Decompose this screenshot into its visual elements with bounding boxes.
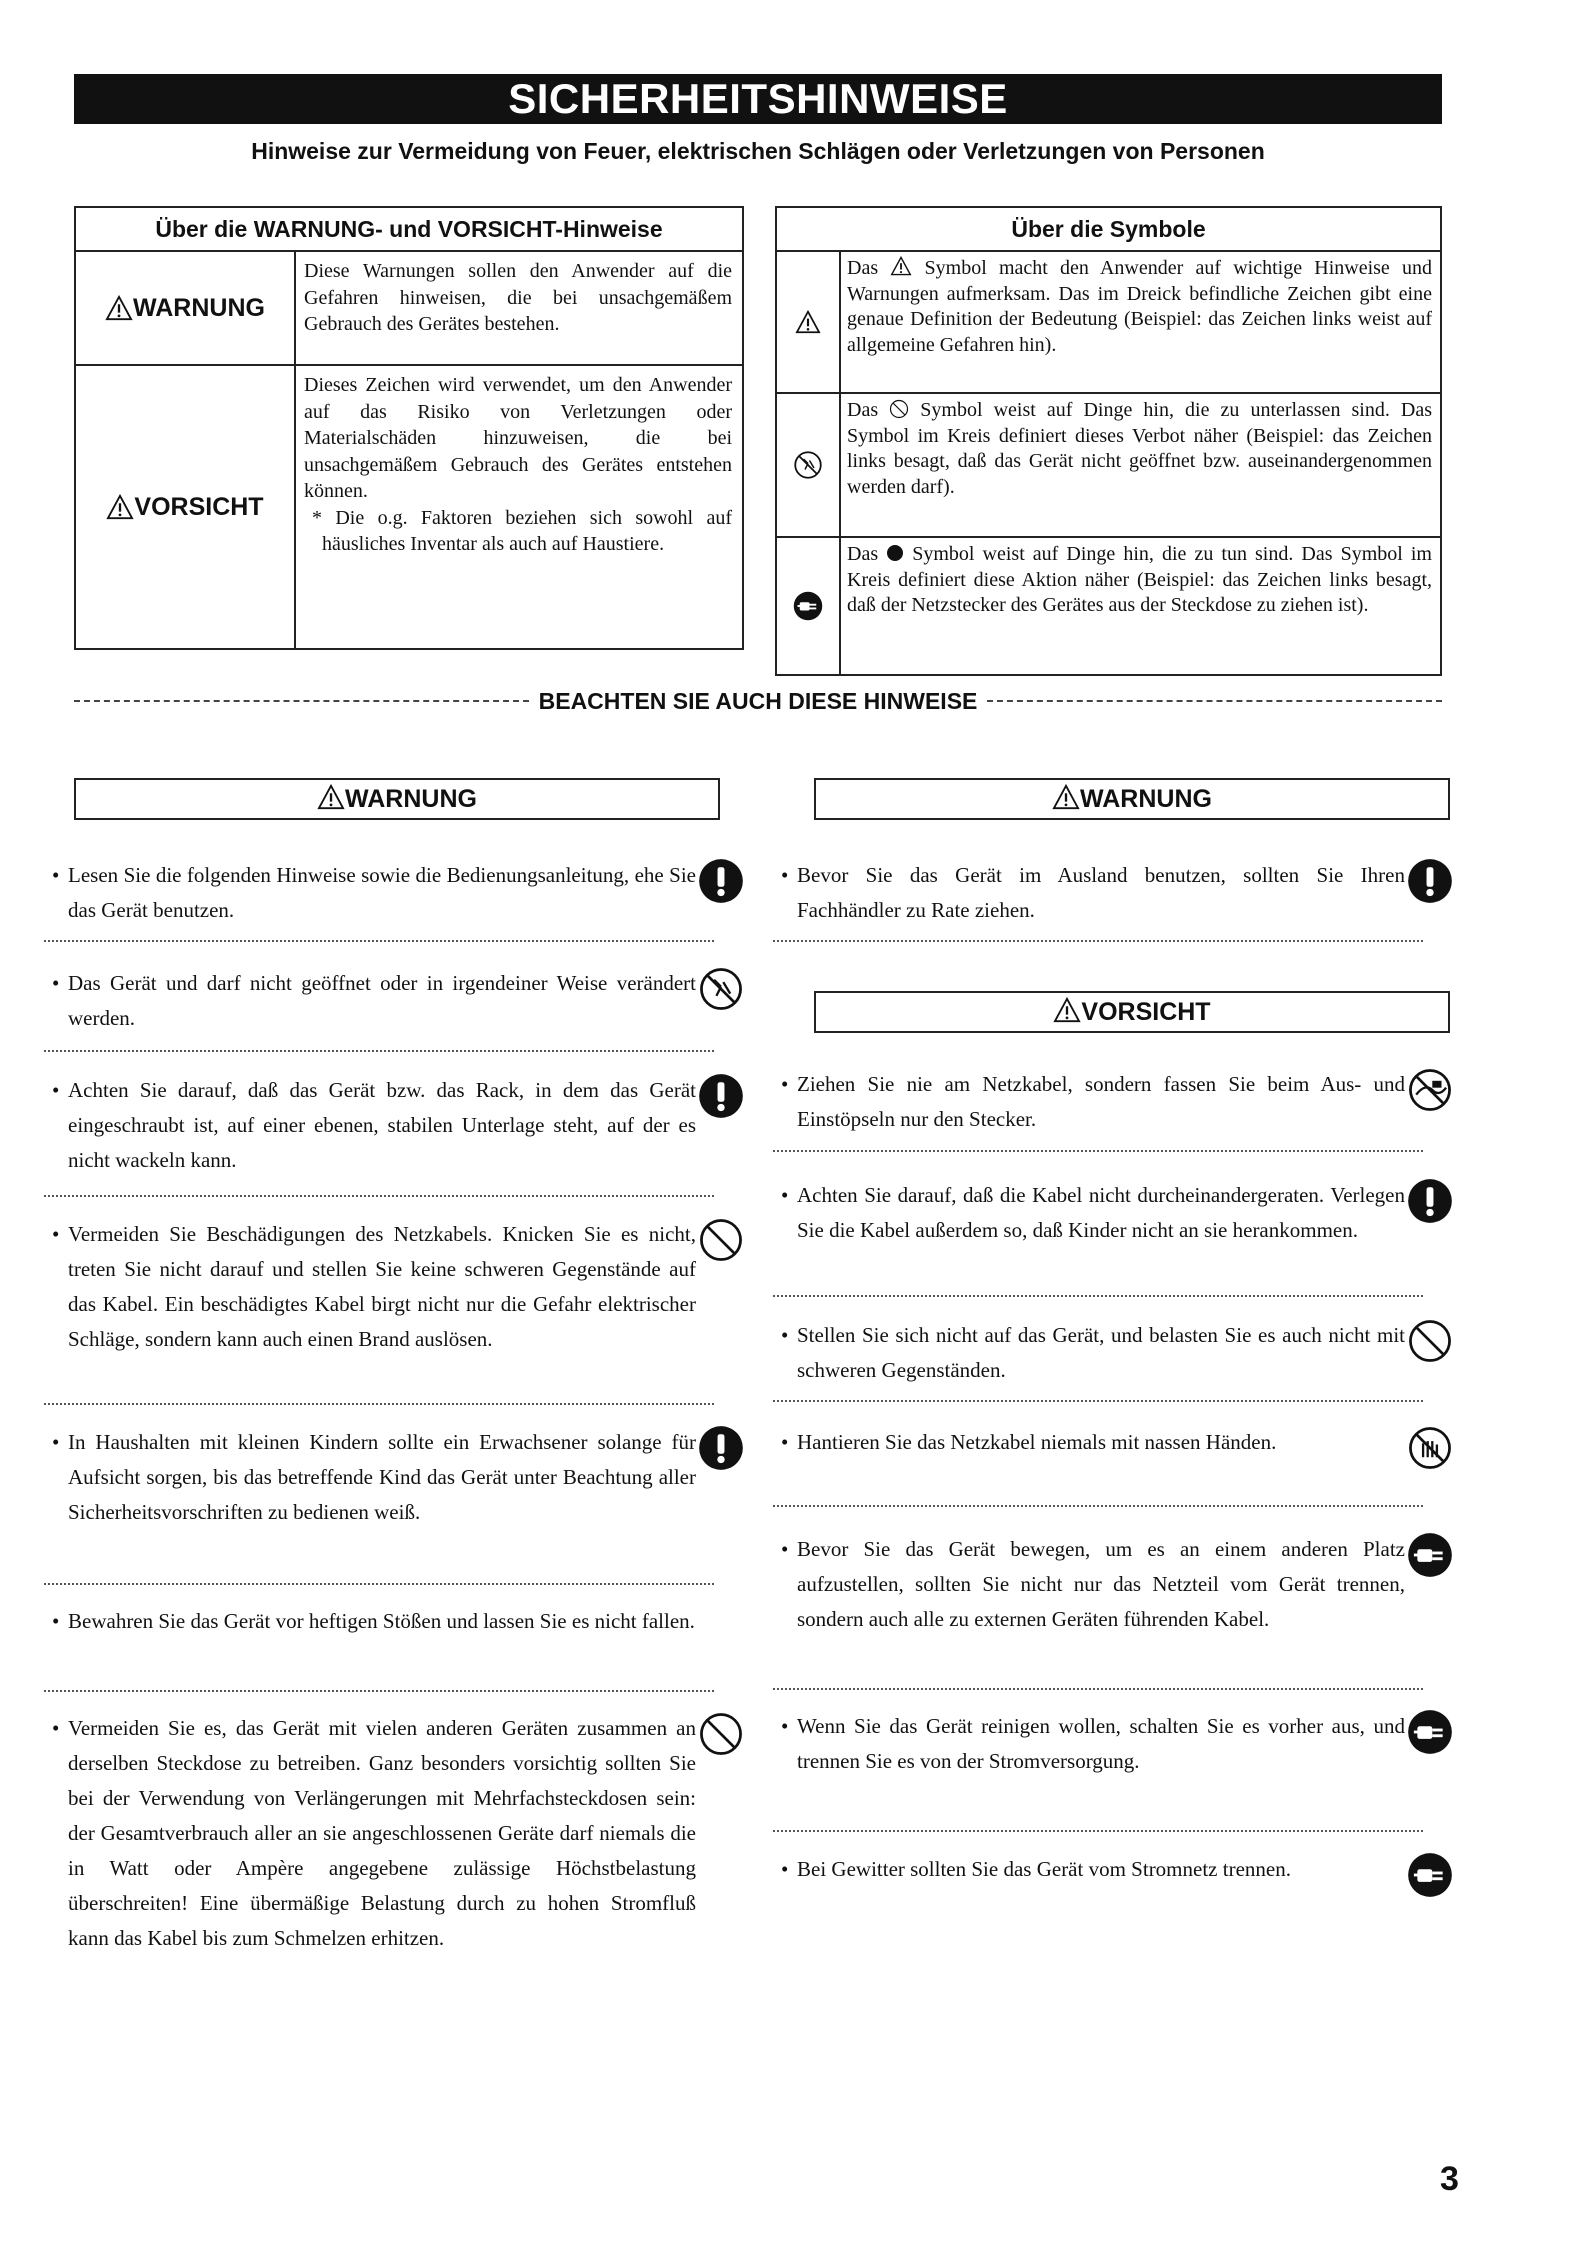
symbol-text-prefix: Das	[847, 399, 879, 421]
symbol-cell	[777, 252, 841, 392]
caution-info-row	[76, 366, 742, 648]
caution-info-text	[304, 372, 732, 558]
unplug-icon	[1407, 1852, 1453, 1898]
left-warning-header-text: WARNUNG	[345, 785, 477, 813]
warning-caution-info-header: Über die WARNUNG- und VORSICHT-Hinweise	[76, 208, 742, 252]
warning-triangle-icon	[890, 256, 912, 276]
safety-item-text: • Bewahren Sie das Gerät vor heftigen Stößen und lassen Sie es nicht fallen.	[44, 1604, 744, 1639]
unplug-icon	[1407, 1532, 1453, 1578]
symbol-text-body: Symbol weist auf Dinge hin, die zu unterlassen sind. Das Symbol im Kreis definiert dieses Verbot näher (Beispiel: das Zeichen links besagt, daß das Gerät nicht geöffnet bzw. auseinandergenommen werden darf).	[847, 399, 1433, 498]
no-disassembly-icon	[698, 966, 744, 1012]
safety-item	[773, 1532, 1453, 1637]
safety-item-text: • Ziehen Sie nie am Netzkabel, sondern fassen Sie beim Aus- und Einstöpseln nur den Stecker.	[773, 1067, 1453, 1137]
safety-item	[773, 858, 1453, 928]
caution-label-text: VORSICHT	[134, 492, 264, 521]
dotted-separator	[44, 1583, 714, 1585]
safety-item	[44, 1217, 744, 1357]
symbol-row-prohibited	[777, 394, 1440, 538]
mandatory-icon	[1407, 858, 1453, 904]
safety-item-text: • Hantieren Sie das Netzkabel niemals mit nassen Händen.	[773, 1425, 1453, 1460]
safety-item	[773, 1318, 1453, 1388]
warning-triangle-icon	[106, 494, 134, 520]
warning-label-text: WARNUNG	[133, 293, 265, 322]
mandatory-icon	[698, 1425, 744, 1471]
unplug-icon	[1407, 1709, 1453, 1755]
symbol-text	[847, 542, 1432, 619]
warning-info-row	[76, 252, 742, 366]
safety-item	[773, 1709, 1453, 1779]
safety-item-text: • Vermeiden Sie es, das Gerät mit vielen anderen Geräten zusammen an derselben Steckdose zu betreiben. Ganz besonders vorsichtig sollten Sie bei der Verwendung von Verlängerungen mit Mehrfachsteckdosen sein: der Gesamtverbrauch aller an sie angeschlossenen Geräte darf niemals die in Watt oder Ampère angegebene zulässige Höchstbelastung überschreiten! Eine übermäßige Belastung durch zu hohen Stromfluß kann das Kabel bis zum Schmelzen erhitzen.	[44, 1711, 744, 1956]
symbol-cell	[777, 538, 841, 674]
symbols-info-header: Über die Symbole	[777, 208, 1440, 252]
divider-dash-right	[987, 700, 1442, 702]
safety-item-text: • In Haushalten mit kleinen Kindern sollte ein Erwachsener solange für Aufsicht sorgen, bis das betreffende Kind das Gerät unter Beachtung aller Sicherheitsvorschriften zu bedienen weiß.	[44, 1425, 744, 1530]
caution-info-label	[76, 366, 296, 648]
warning-caution-info-table	[74, 206, 744, 650]
safety-item	[44, 966, 744, 1036]
dotted-separator	[773, 1150, 1423, 1152]
page-number: 3	[1440, 2160, 1459, 2198]
page-subtitle: Hinweise zur Vermeidung von Feuer, elektrischen Schlägen oder Verletzungen von Personen	[251, 138, 1265, 164]
warning-triangle-icon	[317, 784, 345, 810]
mandatory-icon	[698, 858, 744, 904]
warning-info-label	[76, 252, 296, 364]
symbols-info-table	[775, 206, 1442, 676]
warning-triangle-icon	[1052, 784, 1080, 810]
prohibited-icon	[698, 1711, 744, 1757]
safety-item	[44, 1425, 744, 1530]
dotted-separator	[44, 1403, 714, 1405]
safety-item	[773, 1067, 1453, 1137]
prohibited-icon	[889, 399, 909, 419]
warning-triangle-icon	[105, 295, 133, 321]
right-caution-header-text: VORSICHT	[1081, 998, 1211, 1026]
caution-info-body: Dieses Zeichen wird verwendet, um den Anwender auf das Risiko von Verletzungen oder Materialschäden hinzuweisen, die bei unsachgemäßem Gebrauch des Gerätes entstehen können.	[304, 374, 732, 502]
filled-circle-icon	[886, 544, 904, 562]
prohibited-icon	[698, 1217, 744, 1263]
symbol-text-prefix: Das	[847, 257, 879, 279]
dotted-separator	[44, 1690, 714, 1692]
safety-item-text: • Bevor Sie das Gerät bewegen, um es an einem anderen Platz aufzustellen, sollten Sie nicht nur das Netzteil vom Gerät trennen, sondern auch alle zu externen Geräten führenden Kabel.	[773, 1532, 1453, 1637]
safety-item-text: • Bevor Sie das Gerät im Ausland benutzen, sollten Sie Ihren Fachhändler zu Rate ziehen.	[773, 858, 1453, 928]
safety-item-text: • Vermeiden Sie Beschädigungen des Netzkabels. Knicken Sie es nicht, treten Sie nicht darauf und stellen Sie keine schweren Gegenstände auf das Kabel. Ein beschädigtes Kabel birgt nicht nur die Gefahr elektrischer Schläge, sondern kann auch einen Brand auslösen.	[44, 1217, 744, 1357]
left-warning-header	[74, 778, 720, 820]
safety-item-text: • Achten Sie darauf, daß das Gerät bzw. das Rack, in dem das Gerät eingeschraubt ist, auf einer ebenen, stabilen Unterlage steht, auf der es nicht wackeln kann.	[44, 1073, 744, 1178]
mandatory-icon	[1407, 1178, 1453, 1224]
safety-item	[44, 1604, 744, 1639]
safety-item	[44, 1711, 744, 1956]
symbol-text	[847, 256, 1432, 358]
safety-item	[44, 1073, 744, 1178]
dotted-separator	[44, 1050, 714, 1052]
safety-item-text: • Wenn Sie das Gerät reinigen wollen, schalten Sie es vorher aus, und trennen Sie es von der Stromversorgung.	[773, 1709, 1453, 1779]
dotted-separator	[44, 1195, 714, 1197]
prohibited-icon	[1407, 1318, 1453, 1364]
right-warning-header-text: WARNUNG	[1080, 785, 1212, 813]
warning-info-text: Diese Warnungen sollen den Anwender auf die Gefahren hinweisen, die bei unsachgemäßem Gebrauch des Gerätes bestehen.	[304, 260, 732, 335]
safety-item-text: • Lesen Sie die folgenden Hinweise sowie die Bedienungsanleitung, ehe Sie das Gerät benutzen.	[44, 858, 744, 928]
dotted-separator	[773, 940, 1423, 942]
dotted-separator	[44, 940, 714, 942]
caution-info-note: * Die o.g. Faktoren beziehen sich sowohl auf häusliches Inventar als auch auf Haustiere.	[312, 506, 732, 555]
dotted-separator	[773, 1505, 1423, 1507]
mandatory-icon	[698, 1073, 744, 1119]
no-disassembly-icon	[793, 450, 823, 480]
section-divider	[74, 686, 1442, 716]
no-wet-hands-icon	[1407, 1425, 1453, 1471]
symbol-text-body: Symbol macht den Anwender auf wichtige Hinweise und Warnungen aufmerksam. Das im Dreick befindliche Zeichen gibt eine genaue Definition der Bedeutung (Beispiel: das Zeichen links weist auf allgemeine Gefahren hin).	[847, 257, 1433, 356]
safety-item-text: • Achten Sie darauf, daß die Kabel nicht durcheinandergeraten. Verlegen Sie die Kabel außerdem so, daß Kinder nicht an sie herankommen.	[773, 1178, 1453, 1248]
warning-triangle-icon	[1053, 997, 1081, 1023]
safety-item	[773, 1852, 1453, 1887]
symbol-text-body: Symbol weist auf Dinge hin, die zu tun sind. Das Symbol im Kreis definiert diese Aktion näher (Beispiel: das Zeichen links besagt, daß der Netzstecker des Gerätes aus der Steckdose zu ziehen ist).	[847, 543, 1432, 616]
page-title: SICHERHEITSHINWEISE	[74, 74, 1442, 124]
warning-triangle-icon	[795, 310, 821, 334]
divider-text: BEACHTEN SIE AUCH DIESE HINWEISE	[538, 687, 978, 714]
safety-item-text: • Das Gerät und darf nicht geöffnet oder in irgendeiner Weise verändert werden.	[44, 966, 744, 1036]
symbol-cell	[777, 394, 841, 536]
no-pull-cable-icon	[1407, 1067, 1453, 1113]
symbol-text	[847, 398, 1432, 500]
right-warning-header	[814, 778, 1450, 820]
safety-item	[44, 858, 744, 928]
dotted-separator	[773, 1830, 1423, 1832]
safety-item-text: • Bei Gewitter sollten Sie das Gerät vom Stromnetz trennen.	[773, 1852, 1453, 1887]
unplug-icon	[793, 591, 823, 621]
divider-dash-left	[74, 700, 529, 702]
symbol-text-prefix: Das	[847, 543, 879, 565]
safety-item	[773, 1425, 1453, 1460]
safety-item	[773, 1178, 1453, 1248]
dotted-separator	[773, 1688, 1423, 1690]
symbol-row-mandatory	[777, 538, 1440, 674]
dotted-separator	[773, 1295, 1423, 1297]
dotted-separator	[773, 1400, 1423, 1402]
symbol-row-triangle	[777, 252, 1440, 394]
right-caution-header	[814, 991, 1450, 1033]
safety-item-text: • Stellen Sie sich nicht auf das Gerät, und belasten Sie es auch nicht mit schweren Gegenständen.	[773, 1318, 1453, 1388]
